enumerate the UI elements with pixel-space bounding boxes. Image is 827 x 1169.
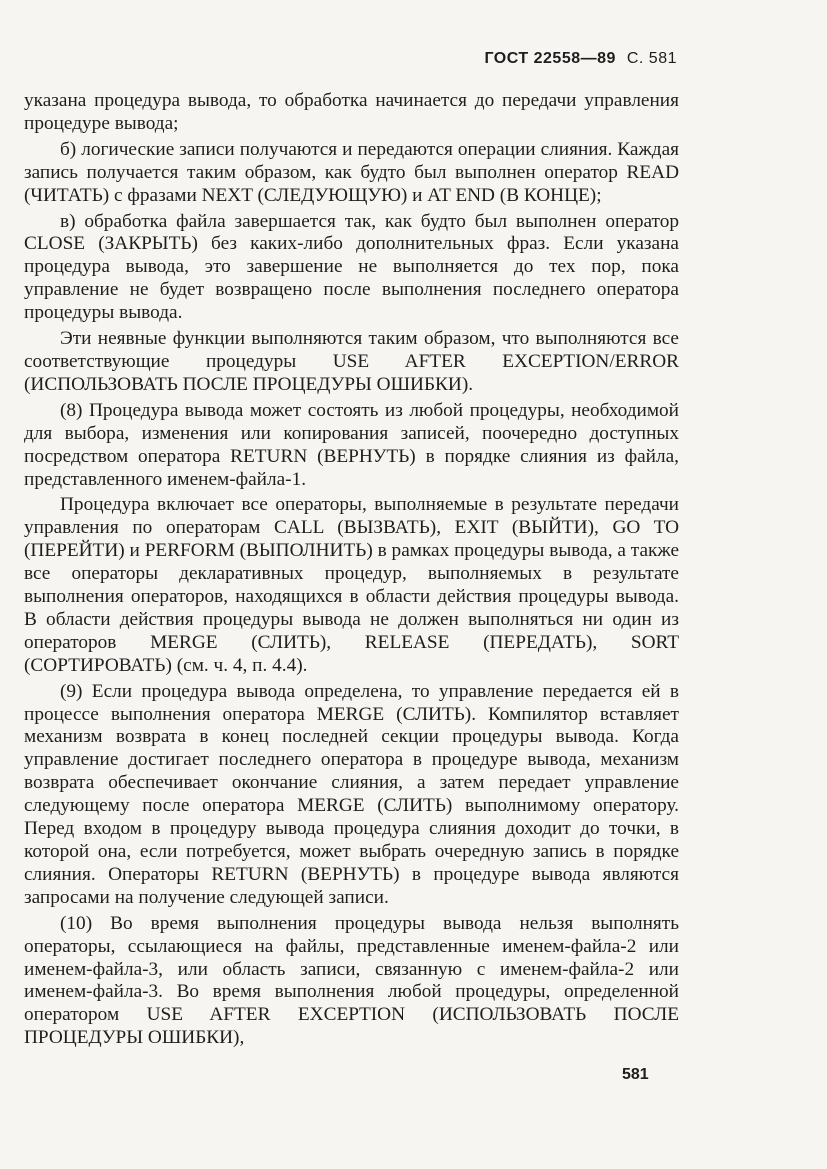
paragraph: указана процедура вывода, то обработка начинается до передачи управления процедуре вывода; (24, 90, 679, 134)
footer-page-number: 581 (622, 1066, 649, 1083)
running-header (484, 50, 677, 68)
body-text (24, 90, 679, 1053)
paragraph: (10) Во время выполнения процедуры вывода нельзя выполнять операторы, ссылающиеся на файлы, представленные именем-файла-2 или именем-файла-3, или область записи, связанную с именем-файла-2 или именем-файла-3. Во время выполнения любой процедуры, определенной оператором USE AFTER EXCEPTION (ИСПОЛЬЗОВАТЬ ПОСЛЕ ПРОЦЕДУРЫ ОШИБКИ), (24, 912, 679, 1049)
paragraph: в) обработка файла завершается так, как будто был выполнен оператор CLOSE (ЗАКРЫТЬ) без каких-либо дополнительных фраз. Если указана процедура вывода, это завершение не выполняется до тех пор, пока управление не будет возвращено после выполнения последнего оператора процедуры вывода. (24, 210, 679, 324)
paragraph: Эти неявные функции выполняются таким образом, что выполняются все соответствующие процедуры USE AFTER EXCEPTION/ERROR (ИСПОЛЬЗОВАТЬ ПОСЛЕ ПРОЦЕДУРЫ ОШИБКИ). (24, 328, 679, 395)
standard-number: ГОСТ 22558—89 (484, 50, 616, 67)
paragraph: Процедура включает все операторы, выполняемые в результате передачи управления по операторам CALL (ВЫЗВАТЬ), EXIT (ВЫЙТИ), GO TO (ПЕРЕЙТИ) и PERFORM (ВЫПОЛНИТЬ) в рамках процедуры вывода, а также все операторы декларативных процедур, выполняемых в результате выполнения операторов, находящихся в области действия процедуры вывода. В области действия процедуры вывода не должен выполняться ни один из операторов MERGE (СЛИТЬ), RELEASE (ПЕРЕДАТЬ), SORT (СОРТИРОВАТЬ) (см. ч. 4, п. 4.4). (24, 494, 679, 676)
header-page-number: С. 581 (626, 50, 677, 67)
paragraph: б) логические записи получаются и передаются операции слияния. Каждая запись получается таким образом, как будто был выполнен оператор READ (ЧИТАТЬ) с фразами NEXT (СЛЕДУЮЩУЮ) и AT END (В КОНЦЕ); (24, 138, 679, 206)
paragraph: (8) Процедура вывода может состоять из любой процедуры, необходимой для выбора, изменения или копирования записей, поочередно доступных посредством оператора RETURN (ВЕРНУТЬ) в порядке слияния из файла, представленного именем-файла-1. (24, 399, 679, 490)
paragraph: (9) Если процедура вывода определена, то управление передается ей в процессе выполнения оператора MERGE (СЛИТЬ). Компилятор вставляет механизм возврата в конец последней секции процедуры вывода. Когда управление достигает последнего оператора в процедуре вывода, механизм возврата обеспечивает окончание слияния, а затем передает управление следующему после оператора MERGE (СЛИТЬ) выполнимому оператору. Перед входом в процедуру вывода процедура слияния доходит до точки, в которой она, если потребуется, может выбрать очередную запись в порядке слияния. Операторы RETURN (ВЕРНУТЬ) в процедуре вывода являются запросами на получение следующей записи. (24, 680, 679, 908)
